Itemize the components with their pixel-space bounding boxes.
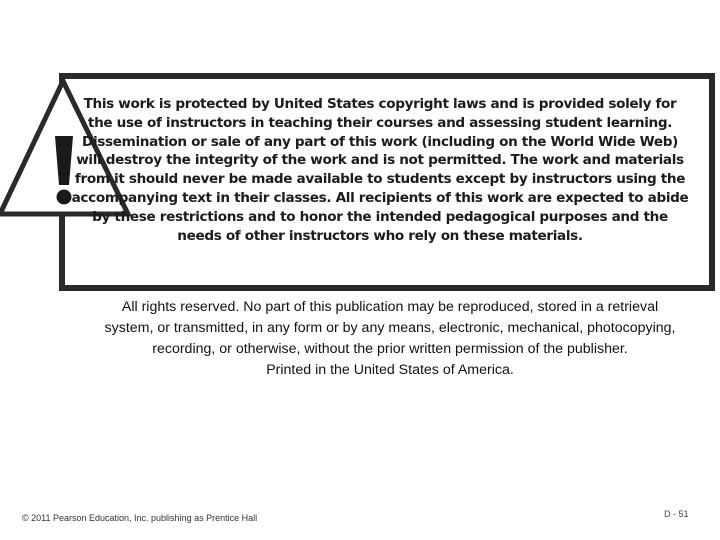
rights-statement bbox=[60, 297, 720, 381]
rights-line: system, or transmitted, in any form or by any means, electronic, mechanical, photocopying, bbox=[104, 320, 676, 336]
rights-line: Printed in the United States of America. bbox=[266, 362, 514, 378]
rights-line: All rights reserved. No part of this publication may be reproduced, stored in a retrieval bbox=[121, 299, 659, 315]
page-number: D - 51 bbox=[664, 509, 689, 519]
copyright-notice-text: This work is protected by United States copyright laws and is provided solely for the use of instructors in teaching their courses and assessing student learning. Dissemination or sale of any part of this work (including on the World Wide Web) will destroy the integrity of the work and is not permitted. The work and materials from it should never be made available to students except by instructors using the accompanying text in their classes. All recipients of this work are expected to abide by these restrictions and to honor the intended pedagogical purposes and the needs of other instructors who rely on these materials. bbox=[71, 96, 689, 244]
footer-copyright: © 2011 Pearson Education, Inc. publishing as Prentice Hall bbox=[22, 513, 258, 523]
rights-line: recording, or otherwise, without the prior written permission of the publisher. bbox=[152, 341, 628, 357]
